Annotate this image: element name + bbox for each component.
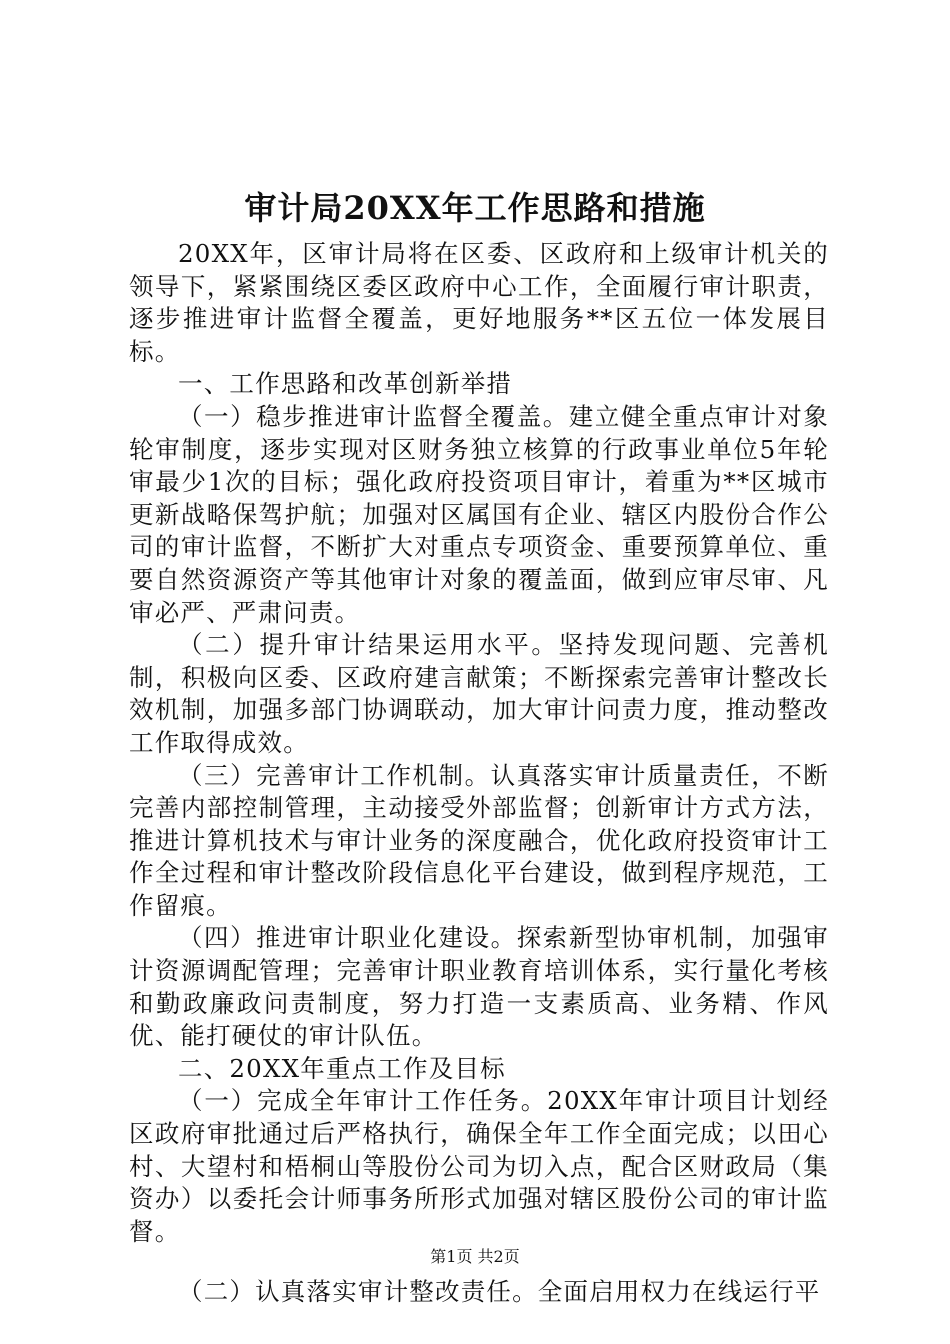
document-title: 审计局20XX年工作思路和措施 bbox=[244, 189, 706, 227]
document-body bbox=[129, 238, 829, 1309]
paragraph-2-1: （一）完成全年审计工作任务。20XX年审计项目计划经区政府审批通过后严格执行，确保全年工作全面完成；以田心村、大望村和梧桐山等股份公司为切入点，配合区财政局（集资办）以委托会计师事务所形式加强对辖区股份公司的审计监督。 bbox=[129, 1086, 829, 1246]
paragraph-1-1: （一）稳步推进审计监督全覆盖。建立健全重点审计对象轮审制度，逐步实现对区财务独立核算的行政事业单位5年轮审最少1次的目标；强化政府投资项目审计，着重为**区城市更新战略保驾护航；加强对区属国有企业、辖区内股份合作公司的审计监督，不断扩大对重点专项资金、重要预算单位、重要自然资源资产等其他审计对象的覆盖面，做到应审尽审、凡审必严、严肃问责。 bbox=[129, 401, 829, 627]
paragraph-1-4: （四）推进审计职业化建设。探索新型协审机制，加强审计资源调配管理；完善审计职业教育培训体系，实行量化考核和勤政廉政问责制度，努力打造一支素质高、业务精、作风优、能打硬仗的审计队伍。 bbox=[129, 923, 829, 1051]
section-heading-2: 二、20XX年重点工作及目标 bbox=[178, 1053, 506, 1083]
paragraph-2-2: （二）认真落实审计整改责任。全面启用权力在线运行平 bbox=[178, 1277, 821, 1307]
paragraph-1-2: （二）提升审计结果运用水平。坚持发现问题、完善机制，积极向区委、区政府建言献策；不断探索完善审计整改长效机制，加强多部门协调联动，加大审计问责力度，推动整改工作取得成效。 bbox=[129, 630, 829, 757]
paragraph-intro: 20XX年，区审计局将在区委、区政府和上级审计机关的领导下，紧紧围绕区委区政府中心工作，全面履行审计职责，逐步推进审计监督全覆盖，更好地服务**区五位一体发展目标。 bbox=[129, 239, 829, 366]
paragraph-1-3: （三）完善审计工作机制。认真落实审计质量责任，不断完善内部控制管理，主动接受外部监督；创新审计方式方法，推进计算机技术与审计业务的深度融合，优化政府投资审计工作全过程和审计整改阶段信息化平台建设，做到程序规范，工作留痕。 bbox=[129, 760, 829, 920]
section-heading-1: 一、工作思路和改革创新举措 bbox=[178, 369, 513, 399]
page-footer: 第1页 共2页 bbox=[430, 1247, 520, 1266]
